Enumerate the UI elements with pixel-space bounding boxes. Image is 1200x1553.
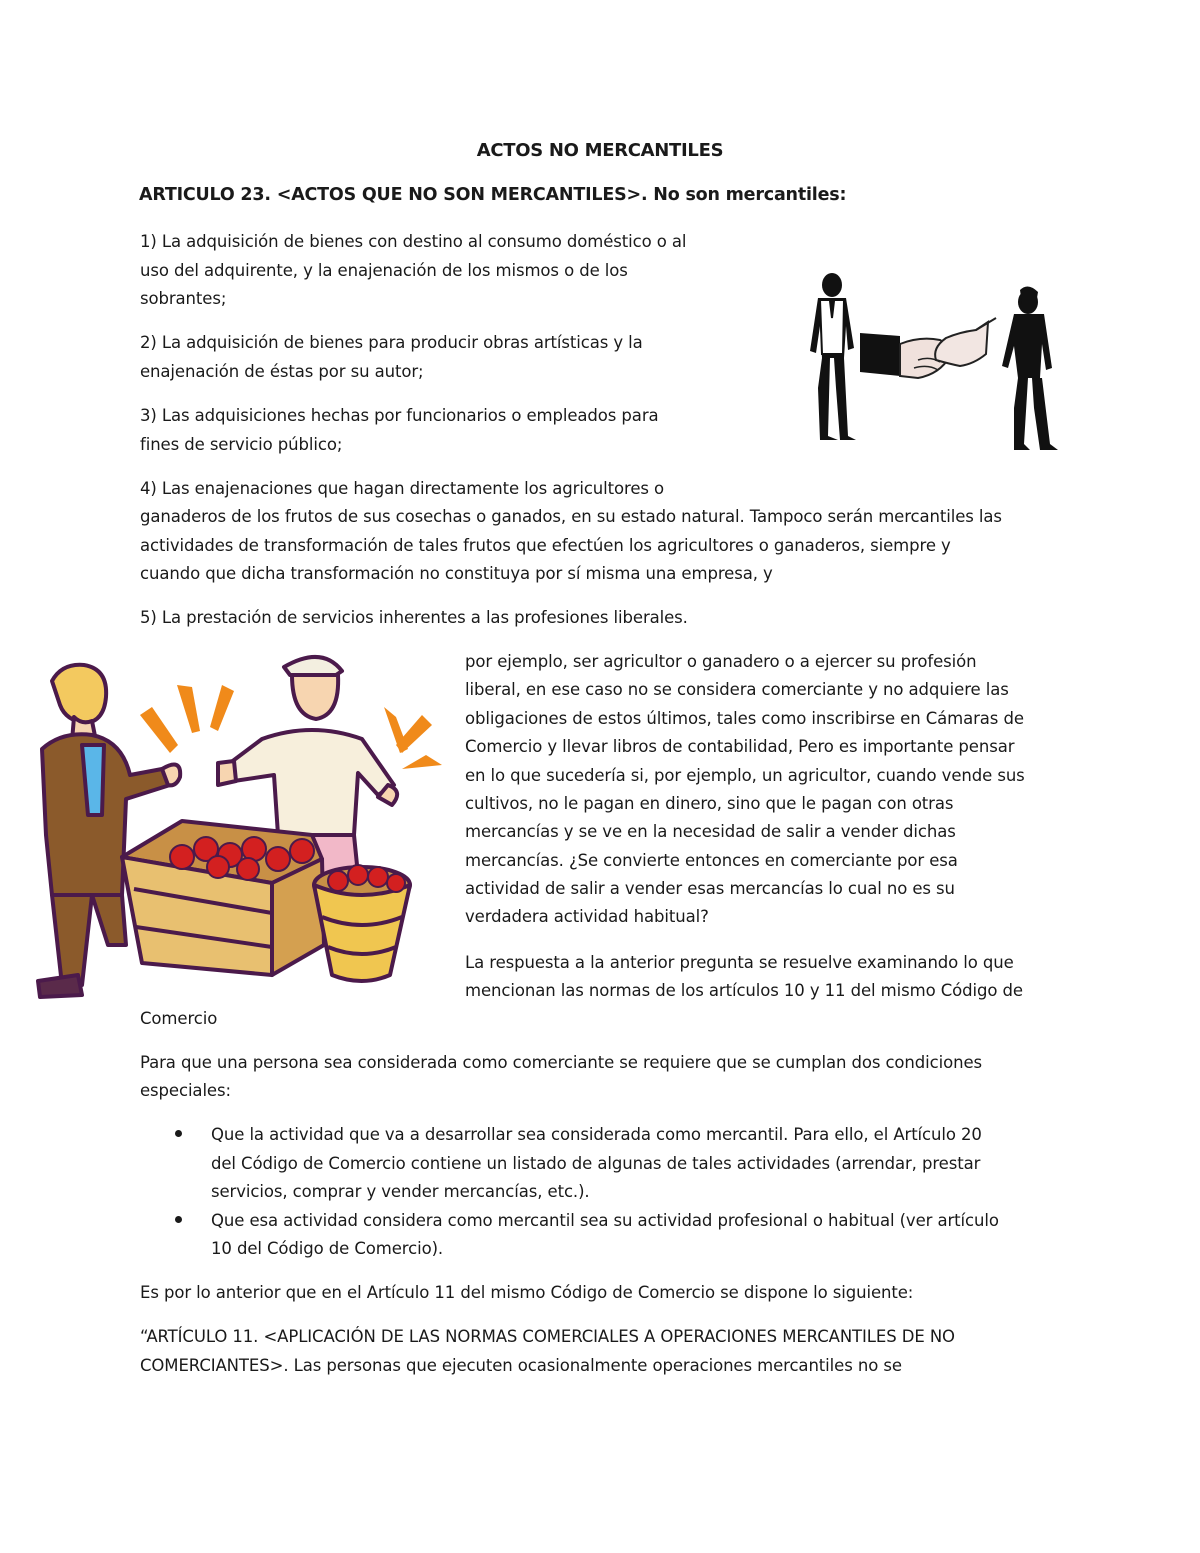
paragraph-line: cultivos, no le pagan en dinero, sino que le pagan con otras — [465, 794, 954, 813]
item-2-line-2: enajenación de éstas por su autor; — [140, 362, 424, 381]
paragraph-line: actividad de salir a vender esas mercancías lo cual no es su — [465, 879, 955, 898]
item-4-line-4: cuando que dicha transformación no constituya por sí misma una empresa, y — [140, 564, 773, 583]
conditions-line: Para que una persona sea considerada como comerciante se requiere que se cumplan dos condiciones — [140, 1053, 983, 1072]
paragraph-line: Comercio y llevar libros de contabilidad, Pero es importante pensar — [465, 737, 1015, 756]
item-1-line-3: sobrantes; — [140, 289, 227, 308]
quote-line: COMERCIANTES>. Las personas que ejecuten ocasionalmente operaciones mercantiles no se — [140, 1356, 902, 1375]
paragraph-line: por ejemplo, ser agricultor o ganadero o a ejercer su profesión — [465, 652, 977, 671]
document-title: ACTOS NO MERCANTILES — [476, 140, 724, 161]
item-2-line-1: 2) La adquisición de bienes para producir obras artísticas y la — [140, 333, 643, 352]
closing-intro: Es por lo anterior que en el Artículo 11 del mismo Código de Comercio se dispone lo siguiente: — [140, 1283, 914, 1302]
bullet-1-line-2: del Código de Comercio contiene un listado de algunas de tales actividades (arrendar, prestar — [211, 1154, 981, 1173]
item-3-line-2: fines de servicio público; — [140, 435, 343, 454]
paragraph-line: obligaciones de estos últimos, tales como inscribirse en Cámaras de — [465, 709, 1024, 728]
item-4-line-1: 4) Las enajenaciones que hagan directamente los agricultores o — [140, 479, 665, 498]
article-heading: ARTICULO 23. <ACTOS QUE NO SON MERCANTILES>. No son mercantiles: — [139, 185, 847, 205]
paragraph-line: verdadera actividad habitual? — [465, 907, 709, 926]
market-illustration — [22, 645, 452, 1003]
bullet-1-line-1: Que la actividad que va a desarrollar sea considerada como mercantil. Para ello, el Artículo 20 — [211, 1125, 982, 1144]
answer-line: Comercio — [140, 1009, 218, 1028]
paragraph-line: mercancías. ¿Se convierte entonces en comerciante por esa — [465, 851, 958, 870]
bullet-1-line-3: servicios, comprar y vender mercancías, etc.). — [211, 1182, 590, 1201]
item-4-line-2: ganaderos de los frutos de sus cosechas o ganados, en su estado natural. Tampoco serán mercantiles las — [140, 507, 1002, 526]
item-1-line-1: 1) La adquisición de bienes con destino al consumo doméstico o al — [140, 232, 687, 251]
bullet-marker — [175, 1216, 182, 1223]
item-1-line-2: uso del adquirente, y la enajenación de los mismos o de los — [140, 261, 628, 280]
paragraph-line: en lo que sucedería si, por ejemplo, un agricultor, cuando vende sus — [465, 766, 1025, 785]
item-3-line-1: 3) Las adquisiciones hechas por funcionarios o empleados para — [140, 406, 659, 425]
paragraph-line: mercancías y se ve en la necesidad de salir a vender dichas — [465, 822, 956, 841]
bullet-2-line-1: Que esa actividad considera como mercantil sea su actividad profesional o habitual (ver artículo — [211, 1211, 999, 1230]
conditions-line: especiales: — [140, 1081, 231, 1100]
bullet-2-line-2: 10 del Código de Comercio). — [211, 1239, 444, 1258]
quote-line: “ARTÍCULO 11. <APLICACIÓN DE LAS NORMAS COMERCIALES A OPERACIONES MERCANTILES DE NO — [140, 1327, 955, 1346]
answer-line: La respuesta a la anterior pregunta se resuelve examinando lo que — [465, 953, 1014, 972]
item-5-line-1: 5) La prestación de servicios inherentes a las profesiones liberales. — [140, 608, 688, 627]
bullet-marker — [175, 1130, 182, 1137]
paragraph-line: liberal, en ese caso no se considera comerciante y no adquiere las — [465, 680, 1009, 699]
handshake-illustration — [800, 268, 1065, 453]
item-4-line-3: actividades de transformación de tales frutos que efectúen los agricultores o ganaderos, siempre y — [140, 536, 951, 555]
answer-line: mencionan las normas de los artículos 10 y 11 del mismo Código de — [465, 981, 1023, 1000]
